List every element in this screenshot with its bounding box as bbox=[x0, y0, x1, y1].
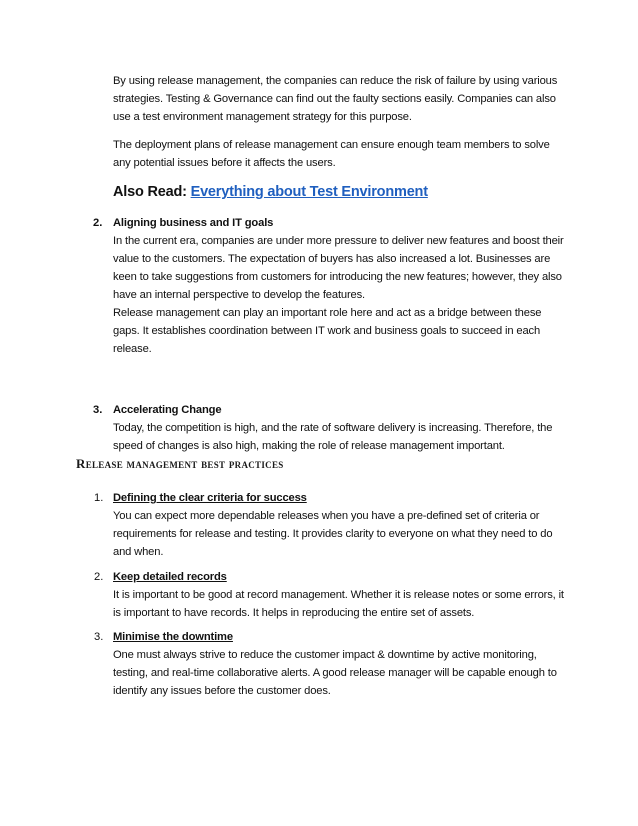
practice-records-body: It is important to be good at record management. Whether it is release notes or some errors, it is important to have records. It helps in reproducing the entire set of assets. bbox=[113, 589, 564, 619]
practice-title-records: Keep detailed records bbox=[113, 571, 227, 583]
also-read bbox=[113, 183, 428, 201]
item-accelerating-paragraph: Today, the competition is high, and the rate of software delivery is increasing. Therefore, the speed of changes is also high, making the role of release management important. bbox=[113, 422, 553, 452]
also-read-label: Also Read: bbox=[113, 184, 187, 200]
item-aligning-paragraph-1: In the current era, companies are under more pressure to deliver new features and boost their value to the customers. The expectation of buyers has also increased a lot. Businesses are keen to take suggestions from customers for introducing the new features; however, they also have an internal perspective to develop the features. bbox=[113, 235, 564, 301]
item-aligning-paragraph-2: Release management can play an important role here and act as a bridge between these gaps. It establishes coordination between IT work and business goals to succeed in each release. bbox=[113, 307, 542, 355]
item-number: 2. bbox=[93, 217, 103, 229]
practice-title-criteria: Defining the clear criteria for success bbox=[113, 492, 307, 504]
practice-number: 3. bbox=[94, 631, 104, 643]
intro-paragraph-1: By using release management, the companies can reduce the risk of failure by using various strategies. Testing & Governance can find out the faulty sections easily. Companies can also use a test environment management strategy for this purpose. bbox=[113, 75, 558, 123]
practice-criteria-body: You can expect more dependable releases when you have a pre-defined set of criteria or requirements for release and testing. It provides clarity to everyone on what they need to do and when. bbox=[113, 510, 553, 558]
section-heading: Release management best practices bbox=[76, 456, 284, 471]
item-title-aligning: Aligning business and IT goals bbox=[113, 217, 274, 229]
item-number: 3. bbox=[93, 404, 103, 416]
also-read-link[interactable]: Everything about Test Environment bbox=[190, 184, 428, 200]
practice-number: 1. bbox=[94, 492, 104, 504]
practice-title-downtime: Minimise the downtime bbox=[113, 631, 233, 643]
item-title-accelerating: Accelerating Change bbox=[113, 404, 222, 416]
practice-number: 2. bbox=[94, 571, 104, 583]
intro-paragraph-2: The deployment plans of release management can ensure enough team members to solve any potential issues before it affects the users. bbox=[113, 139, 550, 169]
practice-downtime-body: One must always strive to reduce the customer impact & downtime by active monitoring, testing, and real-time collaborative alerts. A good release manager will be capable enough to identify any issues before the customer does. bbox=[113, 649, 557, 697]
